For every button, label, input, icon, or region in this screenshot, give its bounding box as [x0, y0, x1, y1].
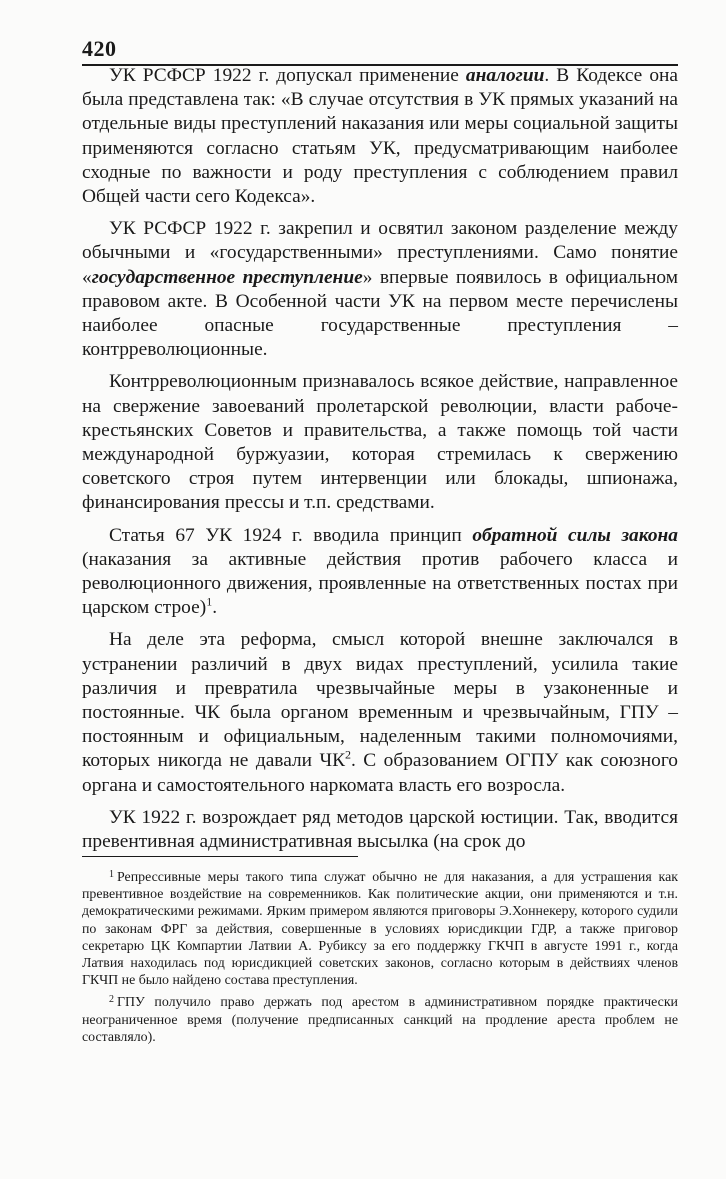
page-number: 420 — [82, 36, 117, 61]
footnote-text: Репрессивные меры такого типа служат обычно не для наказания, а для устрашения как превентивное воздействие на современников. Как политические акции, они применяются и т.н. демократическими режимами. Ярким примером являются приговоры Э.Хоннекеру, которого судили по законам ФРГ за действия, совершенные в условиях юрисдикции ГДР, а также приговор секретарю ЦК Компартии Латвии А. Рубиксу за его поддержку ГКЧП в августе 1991 г., когда Латвия находилась под юрисдикцией советских законов, согласно которым в действиях членов ГКЧП не было найдено состава преступления. — [82, 870, 678, 989]
footnote-ref-1[interactable]: 1 — [206, 594, 213, 609]
paragraph-tsarist-methods: УК 1922 г. возрождает ряд методов царской юстиции. Так, вводится превентивная административная высылка (на срок до — [82, 806, 678, 853]
main-text — [82, 64, 678, 862]
emphasis-analogy: аналогии — [465, 65, 545, 86]
paragraph-reform: На деле эта реформа, смысл которой внешне заключался в устранении различий в двух видах преступлений, усилила такие различия и превратила чрезвычайные меры в узаконенные и постоянные. ЧК была органом временным и чрезвычайным, ГПУ – постоянным и официальным, наделенным такими полномочиями, которых никогда не давали $ЧК^2$. С образованием ОГПУ как союзного органа и самостоятельного наркомата власть его возросла. — [82, 629, 679, 796]
footnotes — [82, 866, 678, 1048]
footnote-1 — [82, 866, 678, 989]
paragraph-analogy: УК РСФСР 1922 г. допускал применение аналогии. В Кодексе она была представлена так: «В случае отсутствия в УК прямых указаний на отдельные виды преступлений наказания или меры социальной защиты применяются согласно статьям УК, предусматривающим наиболее сходные по важности и роду преступления с соблюдением правил Общей части сего Кодекса». — [82, 65, 678, 208]
emphasis-retroactive-law: обратной силы закона — [472, 524, 678, 546]
footnote-2 — [82, 991, 678, 1046]
footnote-text: ГПУ получило право держать под арестом в административном порядке практически неограниченное время (получение предписанных санкций на продление ареста проблем не составляло). — [82, 995, 678, 1045]
footnote-ref-2[interactable]: 2 — [345, 748, 352, 763]
paragraph-counterrevolutionary: Контрреволюционным признавалось всякое действие, направленное на свержение завоеваний пролетарской революции, власти рабоче-крестьянских Советов и правительства, а также помощь той части международной буржуазии, которая стремилась к свержению советского строя путем интервенции или блокады, шпионажа, финансирования прессы и т.п. средствами. — [82, 371, 678, 514]
paragraph-article-67: Статья 67 УК 1924 г. вводила принцип обратной силы закона (наказания за активные действия против рабочего класса и революционного движения, проявленные на ответственных постах при царском строе)$^1$. — [82, 524, 678, 619]
footnote-rule — [82, 856, 358, 857]
emphasis-state-crime: государственное преступление — [91, 266, 363, 288]
footnote-marker: 2 — [109, 994, 114, 1006]
footnote-marker: 1 — [109, 869, 114, 880]
paragraph-state-crimes: УК РСФСР 1922 г. закрепил и освятил законом разделение между обычными и «государственными» преступлениями. Само понятие «государственное преступление» впервые появилось в официальном правовом акте. В Особенной части УК на первом месте перечислены наиболее опасные государственные преступления – контрреволюционные. — [82, 218, 678, 361]
